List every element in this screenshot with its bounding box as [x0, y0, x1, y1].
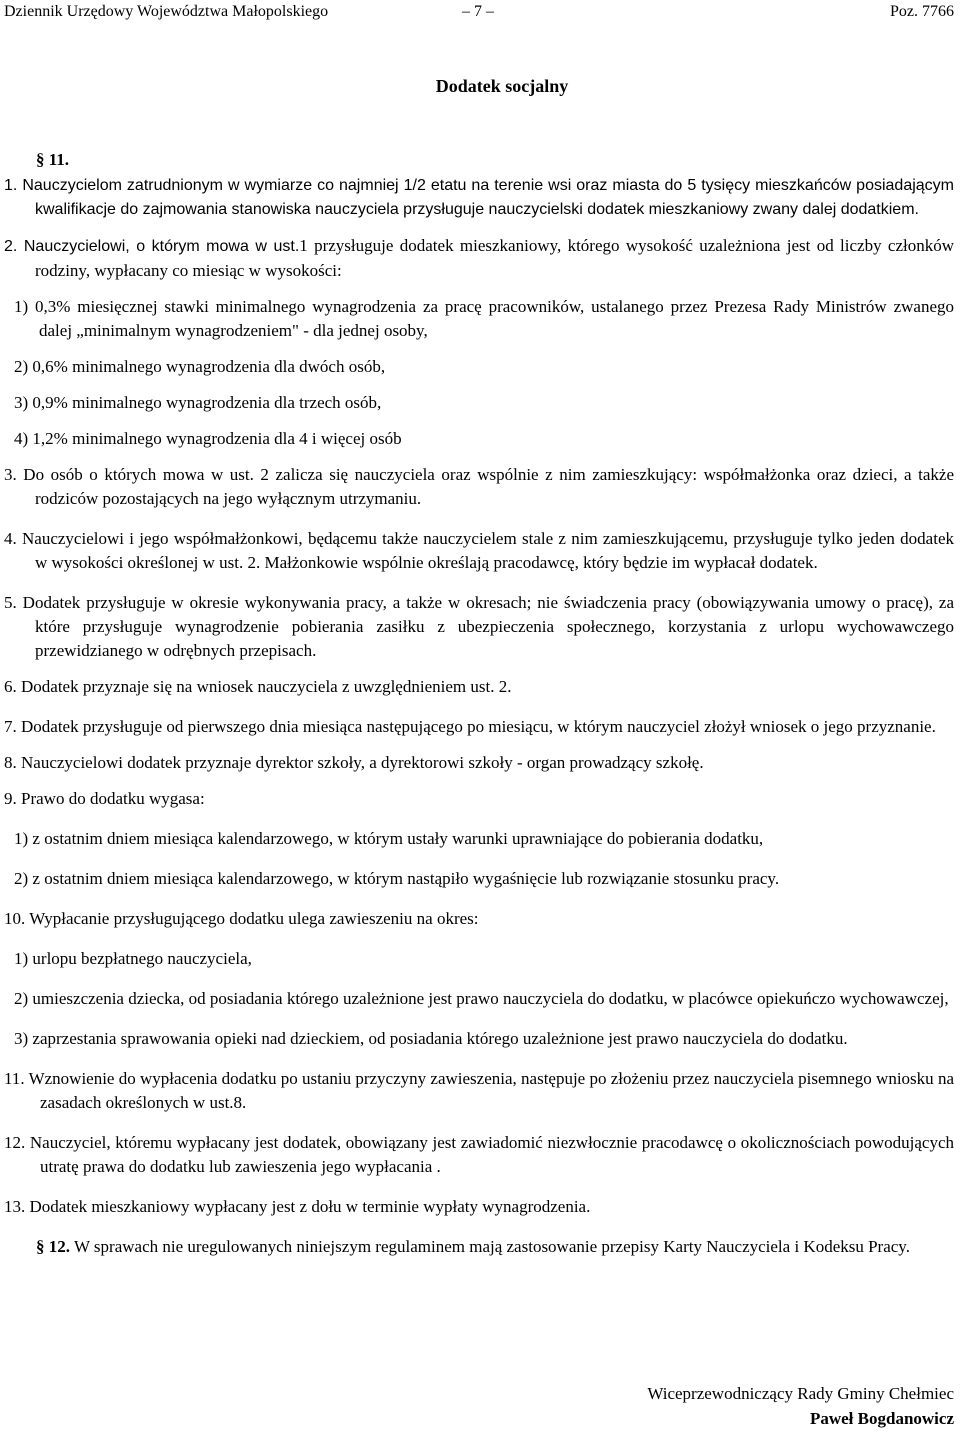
paragraph-12-heading: § 12. — [36, 1237, 70, 1256]
clause-5: 5. Dodatek przysługuje w okresie wykonywania pracy, a także w okresach; nie świadczenia pracy (obowiązywania umowy o pracę), za które przysługuje wynagrodzenie pobierania zasiłku z ubezpieczenia społecznego, korzystania z urlopu wychowawczego przewidzianego w odrębnych przepisach. — [4, 593, 954, 660]
paragraph-12 — [4, 1235, 954, 1259]
clause-8: 8. Nauczycielowi dodatek przyznaje dyrektor szkoły, a dyrektorowi szkoły - organ prowadzący szkołę. — [4, 753, 704, 772]
clause-2-item-1: 1) 0,3% miesięcznej stawki minimalnego wynagrodzenia za pracę pracowników, ustalanego przez Prezesa Rady Ministrów zwanego dalej „minimalnym wynagrodzeniem" - dla jednej osoby, — [14, 297, 954, 340]
clause-7: 7. Dodatek przysługuje od pierwszego dnia miesiąca następującego po miesiącu, w którym nauczyciel złożył wniosek o jego przyznanie. — [4, 717, 936, 736]
clause-1: 1. Nauczycielom zatrudnionym w wymiarze co najmniej 1/2 etatu na terenie wsi oraz miasta do 5 tysięcy mieszkańców posiadającym kwalifikacje do zajmowania stanowiska nauczyciela przysługuje nauczycielski dodatek mieszkaniowy zwany dalej dodatkiem. — [4, 177, 954, 218]
clause-10: 10. Wypłacanie przysługującego dodatku ulega zawieszeniu na okres: — [4, 909, 479, 928]
clause-10-item-3: 3) zaprzestania sprawowania opieki nad dzieckiem, od posiadania którego uzależnione jest prawo nauczyciela do dodatku. — [14, 1029, 848, 1048]
clause-9-item-2: 2) z ostatnim dniem miesiąca kalendarzowego, w którym nastąpiło wygaśnięcie lub rozwiązanie stosunku pracy. — [14, 869, 780, 888]
clause-11: 11. Wznowienie do wypłacenia dodatku po ustaniu przyczyny zawieszenia, następuje po złożeniu przez nauczyciela pisemnego wniosku na zasadach określonych w ust.8. — [4, 1069, 954, 1112]
clause-2-item-2: 2) 0,6% minimalnego wynagrodzenia dla dwóch osób, — [14, 357, 386, 376]
clause-2-rest: 1 przysługuje dodatek mieszkaniowy, którego wysokość uzależniona jest od liczby członków rodziny, wypłacany co miesiąc w wysokości: — [35, 236, 954, 280]
position-number: Poz. 7766 — [890, 3, 954, 20]
signature-name: Paweł Bogdanowicz — [809, 1409, 954, 1428]
clause-9-item-1: 1) z ostatnim dniem miesiąca kalendarzowego, w którym ustały warunki uprawniające do pobierania dodatku, — [14, 829, 764, 848]
paragraph-12-text: W sprawach nie uregulowanych niniejszym regulaminem mają zastosowanie przepisy Karty Nauczyciela i Kodeksu Pracy. — [70, 1237, 910, 1256]
clause-3: 3. Do osób o których mowa w ust. 2 zalicza się nauczyciela oraz wspólnie z nim zamieszkujący: współmałżonka oraz dzieci, a także rodziców pozostających na jego wyłącznym utrzymaniu. — [4, 465, 954, 508]
clause-10-item-1: 1) urlopu bezpłatnego nauczyciela, — [14, 949, 252, 968]
clause-12: 12. Nauczyciel, któremu wypłacany jest dodatek, obowiązany jest zawiadomić niezwłocznie pracodawcę o okolicznościach powodujących utratę prawa do dodatku lub zawieszenia jego wypłacania . — [4, 1133, 954, 1176]
clause-6: 6. Dodatek przyznaje się na wniosek nauczyciela z uwzględnieniem ust. 2. — [4, 677, 512, 696]
clause-2-item-3: 3) 0,9% minimalnego wynagrodzenia dla trzech osób, — [14, 393, 382, 412]
section-title: Dodatek socjalny — [435, 76, 569, 96]
journal-name: Dziennik Urzędowy Województwa Małopolskiego — [4, 3, 329, 20]
clause-4: 4. Nauczycielowi i jego współmałżonkowi, będącemu także nauczycielem stale z nim zamieszkującemu, przysługuje tylko jeden dodatek w wysokości określonej w ust. 2. Małżonkowie wspólnie określają pracodawcę, który będzie im wypłacał dodatek. — [4, 529, 954, 572]
clause-2 — [4, 234, 954, 283]
paragraph-11-heading: § 11. — [36, 150, 70, 169]
page-header — [4, 0, 954, 24]
page-number: – 7 – — [462, 3, 494, 20]
clause-10-item-2: 2) umieszczenia dziecka, od posiadania którego uzależnione jest prawo nauczyciela do dodatku, w placówce opiekuńczo wychowawczej, — [14, 989, 949, 1008]
clause-9: 9. Prawo do dodatku wygasa: — [4, 789, 205, 808]
clause-2-item-4: 4) 1,2% minimalnego wynagrodzenia dla 4 i więcej osób — [14, 429, 402, 448]
clause-2-lead: 2. Nauczycielowi, o którym mowa w ust. — [4, 238, 300, 255]
signature-role: Wiceprzewodniczący Rady Gminy Chełmiec — [647, 1384, 954, 1403]
document-body — [4, 174, 954, 1259]
clause-13: 13. Dodatek mieszkaniowy wypłacany jest z dołu w terminie wypłaty wynagrodzenia. — [4, 1197, 591, 1216]
